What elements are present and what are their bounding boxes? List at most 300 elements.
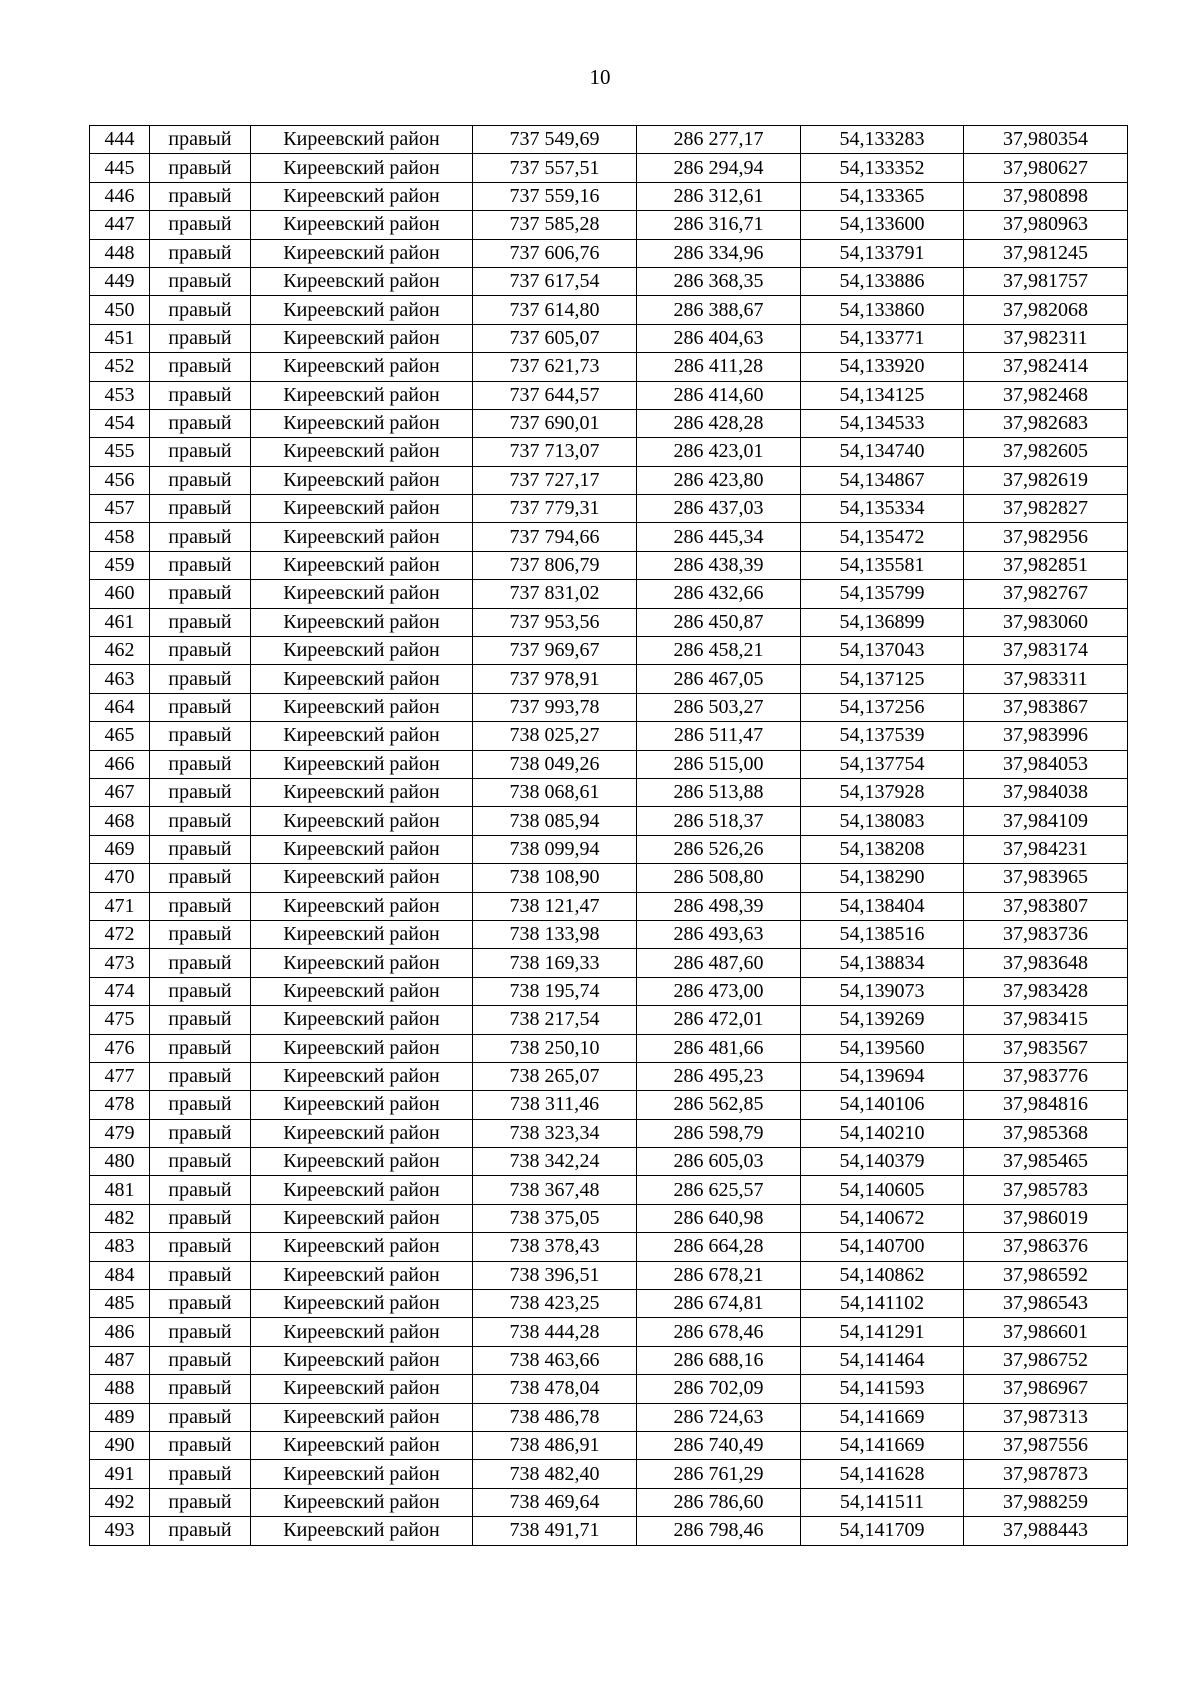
table-row [90,154,1128,182]
point-number-cell: 479 [90,1119,150,1147]
bank-side-cell: правый [150,1148,251,1176]
latitude-cell: 54,139694 [801,1062,964,1090]
latitude-cell: 54,139073 [801,977,964,1005]
table-row [90,1091,1128,1119]
y-coordinate-cell: 286 678,21 [637,1261,801,1289]
bank-side-cell: правый [150,1488,251,1516]
point-number-cell: 472 [90,920,150,948]
bank-side-cell: правый [150,1431,251,1459]
district-cell: Киреевский район [251,1460,473,1488]
y-coordinate-cell: 286 674,81 [637,1290,801,1318]
y-coordinate-cell: 286 432,66 [637,580,801,608]
table-row [90,296,1128,324]
longitude-cell: 37,982468 [964,381,1128,409]
table-row [90,1148,1128,1176]
longitude-cell: 37,982619 [964,466,1128,494]
point-number-cell: 489 [90,1403,150,1431]
bank-side-cell: правый [150,1034,251,1062]
x-coordinate-cell: 738 025,27 [473,722,637,750]
bank-side-cell: правый [150,835,251,863]
longitude-cell: 37,980354 [964,126,1128,154]
table-row [90,977,1128,1005]
longitude-cell: 37,981757 [964,267,1128,295]
district-cell: Киреевский район [251,1346,473,1374]
latitude-cell: 54,140700 [801,1233,964,1261]
y-coordinate-cell: 286 598,79 [637,1119,801,1147]
bank-side-cell: правый [150,1261,251,1289]
table-row [90,722,1128,750]
point-number-cell: 492 [90,1488,150,1516]
longitude-cell: 37,983311 [964,665,1128,693]
longitude-cell: 37,983567 [964,1034,1128,1062]
latitude-cell: 54,137928 [801,778,964,806]
latitude-cell: 54,135472 [801,523,964,551]
longitude-cell: 37,985368 [964,1119,1128,1147]
district-cell: Киреевский район [251,1176,473,1204]
point-number-cell: 477 [90,1062,150,1090]
x-coordinate-cell: 737 713,07 [473,438,637,466]
y-coordinate-cell: 286 508,80 [637,864,801,892]
district-cell: Киреевский район [251,1318,473,1346]
bank-side-cell: правый [150,523,251,551]
bank-side-cell: правый [150,409,251,437]
x-coordinate-cell: 737 617,54 [473,267,637,295]
x-coordinate-cell: 738 463,66 [473,1346,637,1374]
table-row [90,1318,1128,1346]
point-number-cell: 465 [90,722,150,750]
district-cell: Киреевский район [251,580,473,608]
table-row [90,1261,1128,1289]
table-row [90,580,1128,608]
bank-side-cell: правый [150,1233,251,1261]
x-coordinate-cell: 738 311,46 [473,1091,637,1119]
x-coordinate-cell: 738 121,47 [473,892,637,920]
x-coordinate-cell: 737 993,78 [473,693,637,721]
bank-side-cell: правый [150,1290,251,1318]
y-coordinate-cell: 286 473,00 [637,977,801,1005]
point-number-cell: 482 [90,1204,150,1232]
y-coordinate-cell: 286 437,03 [637,495,801,523]
district-cell: Киреевский район [251,438,473,466]
longitude-cell: 37,983174 [964,637,1128,665]
table-row [90,409,1128,437]
bank-side-cell: правый [150,551,251,579]
y-coordinate-cell: 286 518,37 [637,807,801,835]
x-coordinate-cell: 738 375,05 [473,1204,637,1232]
point-number-cell: 456 [90,466,150,494]
y-coordinate-cell: 286 472,01 [637,1006,801,1034]
latitude-cell: 54,140106 [801,1091,964,1119]
x-coordinate-cell: 738 133,98 [473,920,637,948]
latitude-cell: 54,133920 [801,353,964,381]
table-row [90,608,1128,636]
latitude-cell: 54,137539 [801,722,964,750]
y-coordinate-cell: 286 562,85 [637,1091,801,1119]
latitude-cell: 54,133771 [801,324,964,352]
point-number-cell: 454 [90,409,150,437]
point-number-cell: 464 [90,693,150,721]
table-row [90,381,1128,409]
table-row [90,353,1128,381]
y-coordinate-cell: 286 368,35 [637,267,801,295]
district-cell: Киреевский район [251,1233,473,1261]
y-coordinate-cell: 286 487,60 [637,949,801,977]
longitude-cell: 37,988443 [964,1517,1128,1545]
bank-side-cell: правый [150,182,251,210]
point-number-cell: 478 [90,1091,150,1119]
bank-side-cell: правый [150,267,251,295]
bank-side-cell: правый [150,1460,251,1488]
y-coordinate-cell: 286 445,34 [637,523,801,551]
y-coordinate-cell: 286 404,63 [637,324,801,352]
page-number: 10 [589,65,611,89]
longitude-cell: 37,983060 [964,608,1128,636]
y-coordinate-cell: 286 414,60 [637,381,801,409]
district-cell: Киреевский район [251,126,473,154]
point-number-cell: 490 [90,1431,150,1459]
longitude-cell: 37,988259 [964,1488,1128,1516]
bank-side-cell: правый [150,296,251,324]
district-cell: Киреевский район [251,182,473,210]
y-coordinate-cell: 286 312,61 [637,182,801,210]
latitude-cell: 54,138404 [801,892,964,920]
point-number-cell: 466 [90,750,150,778]
point-number-cell: 483 [90,1233,150,1261]
y-coordinate-cell: 286 423,80 [637,466,801,494]
bank-side-cell: правый [150,211,251,239]
district-cell: Киреевский район [251,1062,473,1090]
point-number-cell: 463 [90,665,150,693]
table-row [90,637,1128,665]
table-row [90,920,1128,948]
latitude-cell: 54,139269 [801,1006,964,1034]
district-cell: Киреевский район [251,608,473,636]
longitude-cell: 37,984816 [964,1091,1128,1119]
x-coordinate-cell: 738 108,90 [473,864,637,892]
bank-side-cell: правый [150,1517,251,1545]
table-row [90,466,1128,494]
y-coordinate-cell: 286 316,71 [637,211,801,239]
table-row [90,1431,1128,1459]
longitude-cell: 37,987313 [964,1403,1128,1431]
y-coordinate-cell: 286 481,66 [637,1034,801,1062]
point-number-cell: 485 [90,1290,150,1318]
point-number-cell: 462 [90,637,150,665]
table-row [90,324,1128,352]
district-cell: Киреевский район [251,1119,473,1147]
table-row [90,665,1128,693]
longitude-cell: 37,982956 [964,523,1128,551]
table-row [90,1375,1128,1403]
y-coordinate-cell: 286 493,63 [637,920,801,948]
table-row [90,551,1128,579]
longitude-cell: 37,983965 [964,864,1128,892]
longitude-cell: 37,987556 [964,1431,1128,1459]
latitude-cell: 54,133791 [801,239,964,267]
district-cell: Киреевский район [251,864,473,892]
x-coordinate-cell: 737 953,56 [473,608,637,636]
longitude-cell: 37,986019 [964,1204,1128,1232]
bank-side-cell: правый [150,381,251,409]
longitude-cell: 37,980627 [964,154,1128,182]
x-coordinate-cell: 737 727,17 [473,466,637,494]
table-row [90,864,1128,892]
longitude-cell: 37,982068 [964,296,1128,324]
district-cell: Киреевский район [251,211,473,239]
district-cell: Киреевский район [251,1403,473,1431]
x-coordinate-cell: 737 690,01 [473,409,637,437]
latitude-cell: 54,137043 [801,637,964,665]
longitude-cell: 37,982605 [964,438,1128,466]
bank-side-cell: правый [150,1318,251,1346]
longitude-cell: 37,983648 [964,949,1128,977]
y-coordinate-cell: 286 423,01 [637,438,801,466]
bank-side-cell: правый [150,892,251,920]
latitude-cell: 54,141628 [801,1460,964,1488]
y-coordinate-cell: 286 458,21 [637,637,801,665]
x-coordinate-cell: 737 969,67 [473,637,637,665]
table-row [90,835,1128,863]
bank-side-cell: правый [150,637,251,665]
district-cell: Киреевский район [251,409,473,437]
table-row [90,126,1128,154]
table-row [90,1176,1128,1204]
point-number-cell: 455 [90,438,150,466]
bank-side-cell: правый [150,1119,251,1147]
longitude-cell: 37,984231 [964,835,1128,863]
y-coordinate-cell: 286 388,67 [637,296,801,324]
x-coordinate-cell: 737 779,31 [473,495,637,523]
district-cell: Киреевский район [251,1375,473,1403]
district-cell: Киреевский район [251,920,473,948]
table-row [90,807,1128,835]
point-number-cell: 471 [90,892,150,920]
point-number-cell: 491 [90,1460,150,1488]
point-number-cell: 476 [90,1034,150,1062]
x-coordinate-cell: 737 644,57 [473,381,637,409]
bank-side-cell: правый [150,1091,251,1119]
longitude-cell: 37,982414 [964,353,1128,381]
y-coordinate-cell: 286 515,00 [637,750,801,778]
point-number-cell: 475 [90,1006,150,1034]
bank-side-cell: правый [150,665,251,693]
x-coordinate-cell: 738 195,74 [473,977,637,1005]
point-number-cell: 484 [90,1261,150,1289]
bank-side-cell: правый [150,353,251,381]
latitude-cell: 54,141291 [801,1318,964,1346]
longitude-cell: 37,981245 [964,239,1128,267]
x-coordinate-cell: 738 085,94 [473,807,637,835]
longitude-cell: 37,982851 [964,551,1128,579]
y-coordinate-cell: 286 702,09 [637,1375,801,1403]
table-row [90,1006,1128,1034]
table-row [90,778,1128,806]
longitude-cell: 37,982683 [964,409,1128,437]
latitude-cell: 54,140210 [801,1119,964,1147]
district-cell: Киреевский район [251,665,473,693]
latitude-cell: 54,137256 [801,693,964,721]
x-coordinate-cell: 738 323,34 [473,1119,637,1147]
latitude-cell: 54,138834 [801,949,964,977]
table-row [90,1460,1128,1488]
longitude-cell: 37,985465 [964,1148,1128,1176]
table-row [90,1204,1128,1232]
bank-side-cell: правый [150,154,251,182]
y-coordinate-cell: 286 678,46 [637,1318,801,1346]
table-row [90,523,1128,551]
table-row [90,750,1128,778]
longitude-cell: 37,983807 [964,892,1128,920]
latitude-cell: 54,138290 [801,864,964,892]
longitude-cell: 37,986967 [964,1375,1128,1403]
x-coordinate-cell: 737 549,69 [473,126,637,154]
bank-side-cell: правый [150,1006,251,1034]
bank-side-cell: правый [150,807,251,835]
latitude-cell: 54,141593 [801,1375,964,1403]
x-coordinate-cell: 738 486,78 [473,1403,637,1431]
latitude-cell: 54,137125 [801,665,964,693]
district-cell: Киреевский район [251,807,473,835]
point-number-cell: 452 [90,353,150,381]
point-number-cell: 445 [90,154,150,182]
point-number-cell: 486 [90,1318,150,1346]
table-row [90,1062,1128,1090]
bank-side-cell: правый [150,580,251,608]
x-coordinate-cell: 738 217,54 [473,1006,637,1034]
bank-side-cell: правый [150,324,251,352]
y-coordinate-cell: 286 411,28 [637,353,801,381]
y-coordinate-cell: 286 688,16 [637,1346,801,1374]
table-row [90,1517,1128,1545]
district-cell: Киреевский район [251,324,473,352]
latitude-cell: 54,137754 [801,750,964,778]
district-cell: Киреевский район [251,1148,473,1176]
longitude-cell: 37,980898 [964,182,1128,210]
x-coordinate-cell: 737 557,51 [473,154,637,182]
x-coordinate-cell: 737 606,76 [473,239,637,267]
x-coordinate-cell: 738 250,10 [473,1034,637,1062]
latitude-cell: 54,141669 [801,1431,964,1459]
x-coordinate-cell: 738 265,07 [473,1062,637,1090]
bank-side-cell: правый [150,750,251,778]
latitude-cell: 54,138516 [801,920,964,948]
y-coordinate-cell: 286 761,29 [637,1460,801,1488]
latitude-cell: 54,141464 [801,1346,964,1374]
x-coordinate-cell: 738 342,24 [473,1148,637,1176]
y-coordinate-cell: 286 724,63 [637,1403,801,1431]
district-cell: Киреевский район [251,892,473,920]
longitude-cell: 37,983867 [964,693,1128,721]
table-row [90,1346,1128,1374]
x-coordinate-cell: 738 068,61 [473,778,637,806]
bank-side-cell: правый [150,126,251,154]
x-coordinate-cell: 737 831,02 [473,580,637,608]
y-coordinate-cell: 286 294,94 [637,154,801,182]
longitude-cell: 37,987873 [964,1460,1128,1488]
y-coordinate-cell: 286 428,28 [637,409,801,437]
district-cell: Киреевский район [251,466,473,494]
y-coordinate-cell: 286 513,88 [637,778,801,806]
point-number-cell: 493 [90,1517,150,1545]
latitude-cell: 54,141669 [801,1403,964,1431]
latitude-cell: 54,134867 [801,466,964,494]
longitude-cell: 37,986592 [964,1261,1128,1289]
district-cell: Киреевский район [251,551,473,579]
point-number-cell: 453 [90,381,150,409]
district-cell: Киреевский район [251,750,473,778]
point-number-cell: 469 [90,835,150,863]
latitude-cell: 54,133886 [801,267,964,295]
latitude-cell: 54,141102 [801,1290,964,1318]
point-number-cell: 480 [90,1148,150,1176]
table-row [90,693,1128,721]
district-cell: Киреевский район [251,693,473,721]
district-cell: Киреевский район [251,1034,473,1062]
latitude-cell: 54,134740 [801,438,964,466]
district-cell: Киреевский район [251,1517,473,1545]
x-coordinate-cell: 737 605,07 [473,324,637,352]
x-coordinate-cell: 737 614,80 [473,296,637,324]
y-coordinate-cell: 286 438,39 [637,551,801,579]
bank-side-cell: правый [150,608,251,636]
district-cell: Киреевский район [251,637,473,665]
table-row [90,1488,1128,1516]
point-number-cell: 450 [90,296,150,324]
bank-side-cell: правый [150,1346,251,1374]
point-number-cell: 460 [90,580,150,608]
y-coordinate-cell: 286 740,49 [637,1431,801,1459]
point-number-cell: 487 [90,1346,150,1374]
latitude-cell: 54,136899 [801,608,964,636]
longitude-cell: 37,986543 [964,1290,1128,1318]
longitude-cell: 37,983996 [964,722,1128,750]
district-cell: Киреевский район [251,381,473,409]
district-cell: Киреевский район [251,778,473,806]
latitude-cell: 54,133283 [801,126,964,154]
table-row [90,1119,1128,1147]
bank-side-cell: правый [150,693,251,721]
longitude-cell: 37,983415 [964,1006,1128,1034]
bank-side-cell: правый [150,438,251,466]
latitude-cell: 54,133365 [801,182,964,210]
district-cell: Киреевский район [251,1488,473,1516]
y-coordinate-cell: 286 450,87 [637,608,801,636]
district-cell: Киреевский район [251,1290,473,1318]
point-number-cell: 470 [90,864,150,892]
x-coordinate-cell: 738 423,25 [473,1290,637,1318]
point-number-cell: 461 [90,608,150,636]
latitude-cell: 54,135581 [801,551,964,579]
bank-side-cell: правый [150,1176,251,1204]
longitude-cell: 37,986376 [964,1233,1128,1261]
district-cell: Киреевский район [251,353,473,381]
latitude-cell: 54,135799 [801,580,964,608]
table-row [90,949,1128,977]
table-row [90,182,1128,210]
y-coordinate-cell: 286 640,98 [637,1204,801,1232]
latitude-cell: 54,141511 [801,1488,964,1516]
y-coordinate-cell: 286 277,17 [637,126,801,154]
y-coordinate-cell: 286 495,23 [637,1062,801,1090]
x-coordinate-cell: 738 049,26 [473,750,637,778]
longitude-cell: 37,984109 [964,807,1128,835]
latitude-cell: 54,140379 [801,1148,964,1176]
x-coordinate-cell: 738 482,40 [473,1460,637,1488]
table-row [90,892,1128,920]
point-number-cell: 459 [90,551,150,579]
district-cell: Киреевский район [251,495,473,523]
x-coordinate-cell: 737 978,91 [473,665,637,693]
